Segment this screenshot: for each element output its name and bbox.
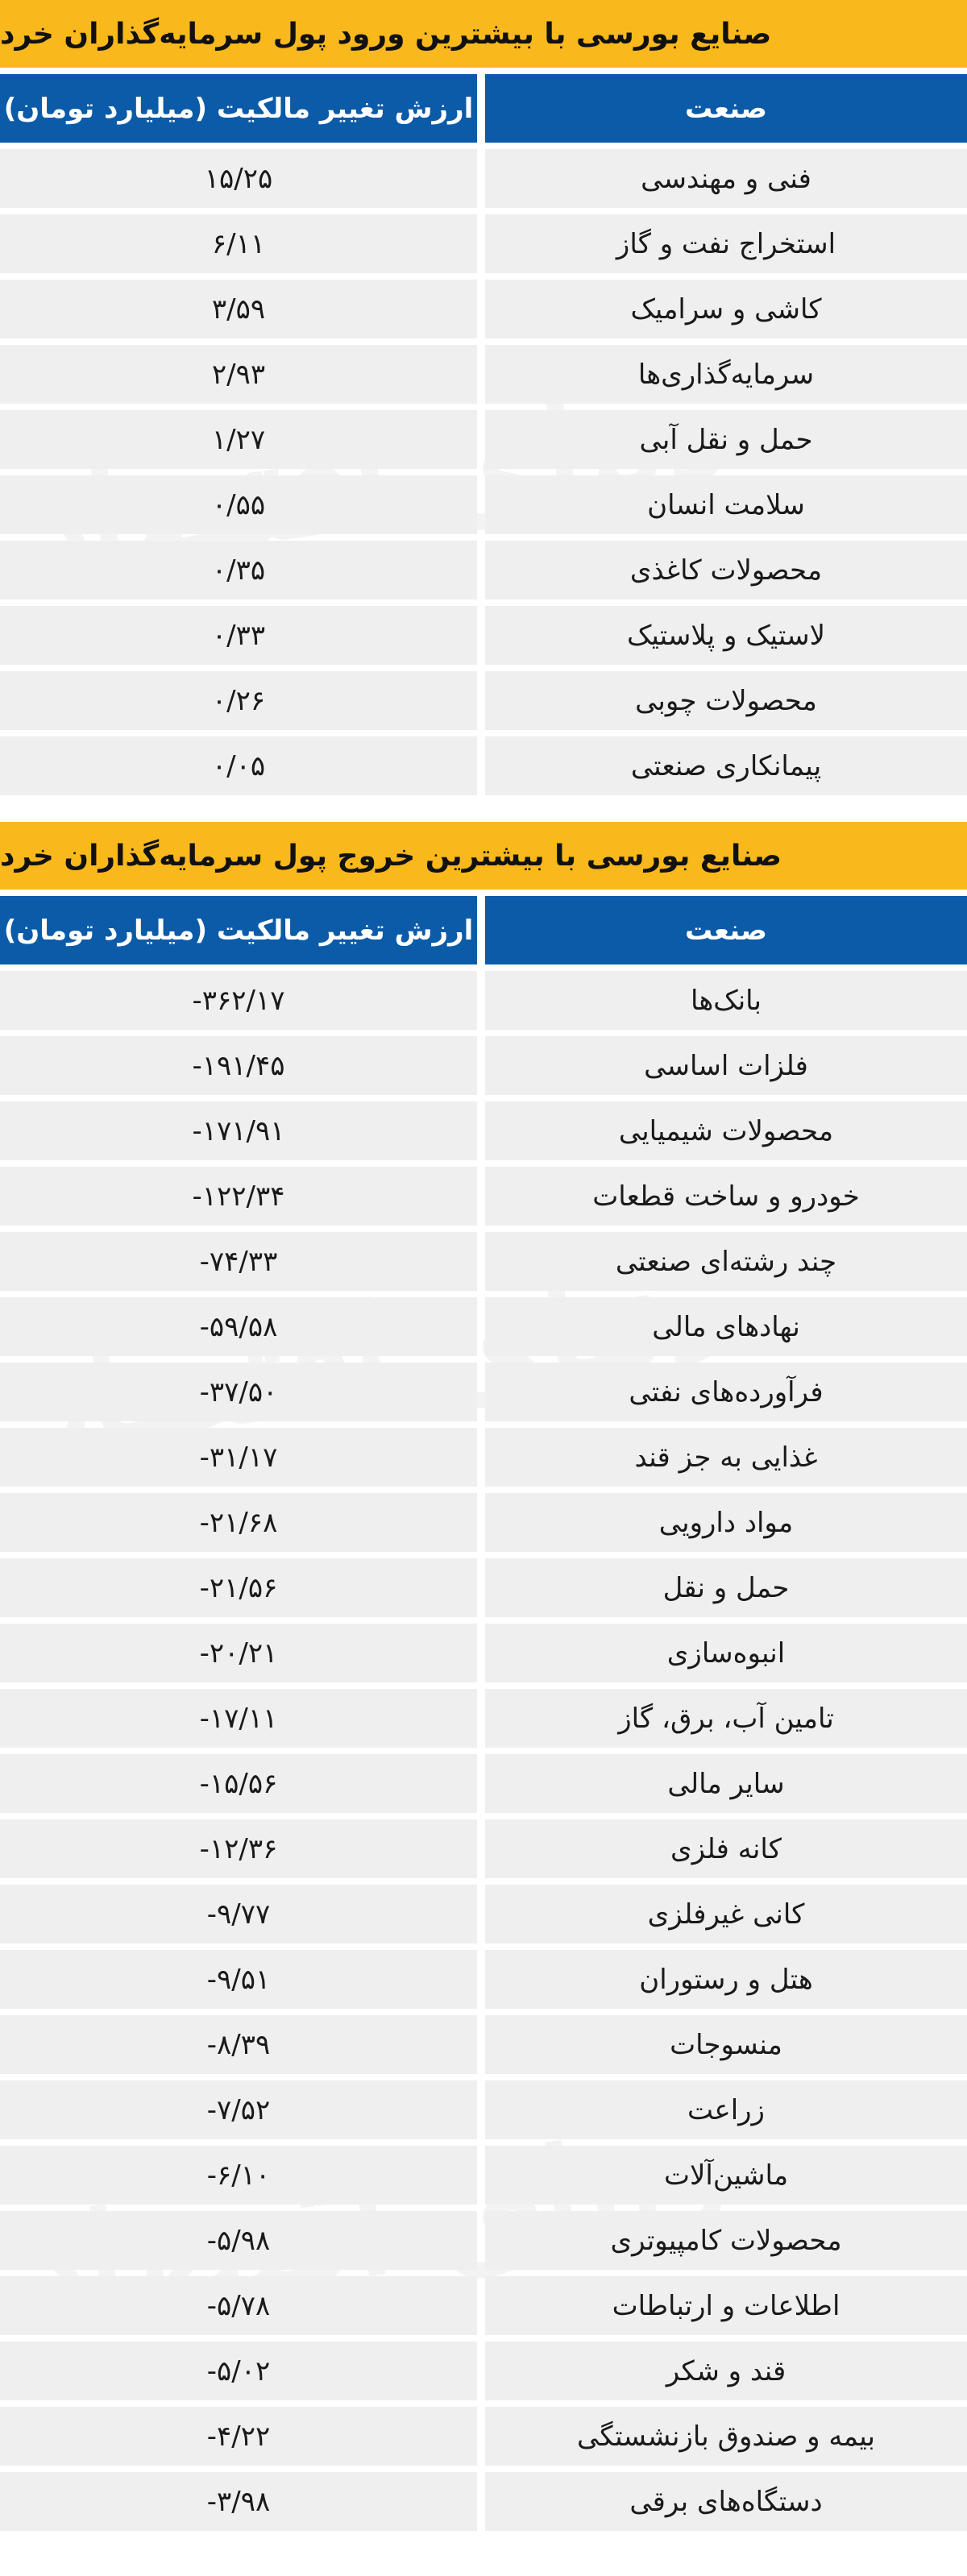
column-header-industry: صنعت [485,74,967,143]
value-cell: -۱۲/۳۶ [0,1819,477,1878]
industry-cell: محصولات شیمیایی [485,1101,967,1160]
table-row [0,2407,967,2466]
industry-cell: فلزات اساسی [485,1036,967,1095]
table-row [0,541,967,599]
value-cell: ۰/۵۵ [0,475,477,534]
industry-cell: خودرو و ساخت قطعات [485,1167,967,1226]
table-row [0,736,967,795]
value-cell: ۲/۹۳ [0,345,477,404]
table-row [0,1297,967,1356]
table-row [0,1754,967,1813]
industry-cell: محصولات کامپیوتری [485,2211,967,2270]
value-cell: ۳/۵۹ [0,280,477,338]
industry-cell: لاستیک و پلاستیک [485,606,967,665]
value-cell: -۱۹۱/۴۵ [0,1036,477,1095]
value-cell: ۱۵/۲۵ [0,149,477,208]
table-row [0,1689,967,1748]
value-cell: -۹/۵۱ [0,1950,477,2009]
industry-cell: حمل و نقل [485,1558,967,1617]
table-title-text: صنایع بورسی با بیشترین ورود پول سرمایه‌گذاران خرد [0,17,772,51]
table-row [0,1885,967,1943]
table-row [0,475,967,534]
industry-cell: مواد دارویی [485,1493,967,1552]
value-cell: ۶/۱۱ [0,214,477,273]
value-cell: -۲۰/۲۱ [0,1624,477,1682]
industry-cell: سلامت انسان [485,475,967,534]
industry-cell: غذایی به جز قند [485,1428,967,1487]
industry-cell: محصولات چوبی [485,671,967,730]
table-row [0,1428,967,1487]
industry-cell: کانی غیرفلزی [485,1885,967,1943]
value-cell: -۳۷/۵۰ [0,1363,477,1421]
industry-cell: اطلاعات و ارتباطات [485,2276,967,2335]
table-row [0,1624,967,1682]
value-cell: -۳/۹۸ [0,2472,477,2531]
value-cell: -۱۵/۵۶ [0,1754,477,1813]
value-cell: -۳۱/۱۷ [0,1428,477,1487]
value-cell: -۳۶۲/۱۷ [0,971,477,1030]
industry-cell: بانک‌ها [485,971,967,1030]
table-row [0,2015,967,2074]
table-header-row [0,74,967,143]
column-header-value: ارزش تغییر مالکیت (میلیارد تومان) [0,74,477,143]
value-cell: -۵۹/۵۸ [0,1297,477,1356]
table-row [0,1232,967,1291]
table-row [0,671,967,730]
value-cell: ۰/۲۶ [0,671,477,730]
industry-cell: انبوه‌سازی [485,1624,967,1682]
value-cell: -۸/۳۹ [0,2015,477,2074]
value-cell: -۶/۱۰ [0,2146,477,2205]
table-row [0,1363,967,1421]
table-row [0,1819,967,1878]
industry-cell: بیمه و صندوق بازنشستگی [485,2407,967,2466]
industry-cell: هتل و رستوران [485,1950,967,2009]
industry-cell: سایر مالی [485,1754,967,1813]
industry-cell: تامین آب، برق، گاز [485,1689,967,1748]
table-row [0,1558,967,1617]
value-cell: ۰/۳۳ [0,606,477,665]
value-cell: -۱۷/۱۱ [0,1689,477,1748]
industry-cell: منسوجات [485,2015,967,2074]
value-cell: -۵/۰۲ [0,2342,477,2400]
table-row [0,2080,967,2139]
value-cell: -۵/۹۸ [0,2211,477,2270]
industry-cell: دستگاه‌های برقی [485,2472,967,2531]
outflow-table [0,822,967,2531]
table-header-row [0,896,967,964]
value-cell: -۷/۵۲ [0,2080,477,2139]
industry-cell: کاشی و سرامیک [485,280,967,338]
table-row [0,971,967,1030]
value-cell: -۲۱/۶۸ [0,1493,477,1552]
industry-cell: استخراج نفت و گاز [485,214,967,273]
table-row [0,2342,967,2400]
table-row [0,214,967,273]
industry-cell: قند و شکر [485,2342,967,2400]
column-header-industry: صنعت [485,896,967,964]
industry-cell: کانه فلزی [485,1819,967,1878]
table-row [0,606,967,665]
table-row [0,149,967,208]
table-row [0,410,967,469]
industry-cell: فرآورده‌های نفتی [485,1363,967,1421]
industry-cell: پیمانکاری صنعتی [485,736,967,795]
industry-cell: ماشین‌آلات [485,2146,967,2205]
table-row [0,2211,967,2270]
table-title-text: صنایع بورسی با بیشترین خروج پول سرمایه‌گذاران خرد [0,839,782,873]
table-row [0,1167,967,1226]
table-row [0,1493,967,1552]
value-cell: -۴/۲۲ [0,2407,477,2466]
industry-cell: زراعت [485,2080,967,2139]
table-title [0,0,967,68]
value-cell: -۷۴/۳۳ [0,1232,477,1291]
industry-cell: محصولات کاغذی [485,541,967,599]
value-cell: -۱۷۱/۹۱ [0,1101,477,1160]
table-row [0,2276,967,2335]
value-cell: -۹/۷۷ [0,1885,477,1943]
table-row [0,1036,967,1095]
value-cell: -۱۲۲/۳۴ [0,1167,477,1226]
table-title [0,822,967,890]
industry-cell: سرمایه‌گذاری‌ها [485,345,967,404]
value-cell: -۵/۷۸ [0,2276,477,2335]
column-header-value: ارزش تغییر مالکیت (میلیارد تومان) [0,896,477,964]
value-cell: -۲۱/۵۶ [0,1558,477,1617]
industry-cell: فنی و مهندسی [485,149,967,208]
value-cell: ۰/۰۵ [0,736,477,795]
table-row [0,2146,967,2205]
table-row [0,2472,967,2531]
value-cell: ۰/۳۵ [0,541,477,599]
inflow-table [0,0,967,795]
value-cell: ۱/۲۷ [0,410,477,469]
industry-cell: نهادهای مالی [485,1297,967,1356]
industry-cell: چند رشته‌ای صنعتی [485,1232,967,1291]
industry-cell: حمل و نقل آبی [485,410,967,469]
table-row [0,345,967,404]
table-row [0,280,967,338]
table-row [0,1101,967,1160]
table-row [0,1950,967,2009]
